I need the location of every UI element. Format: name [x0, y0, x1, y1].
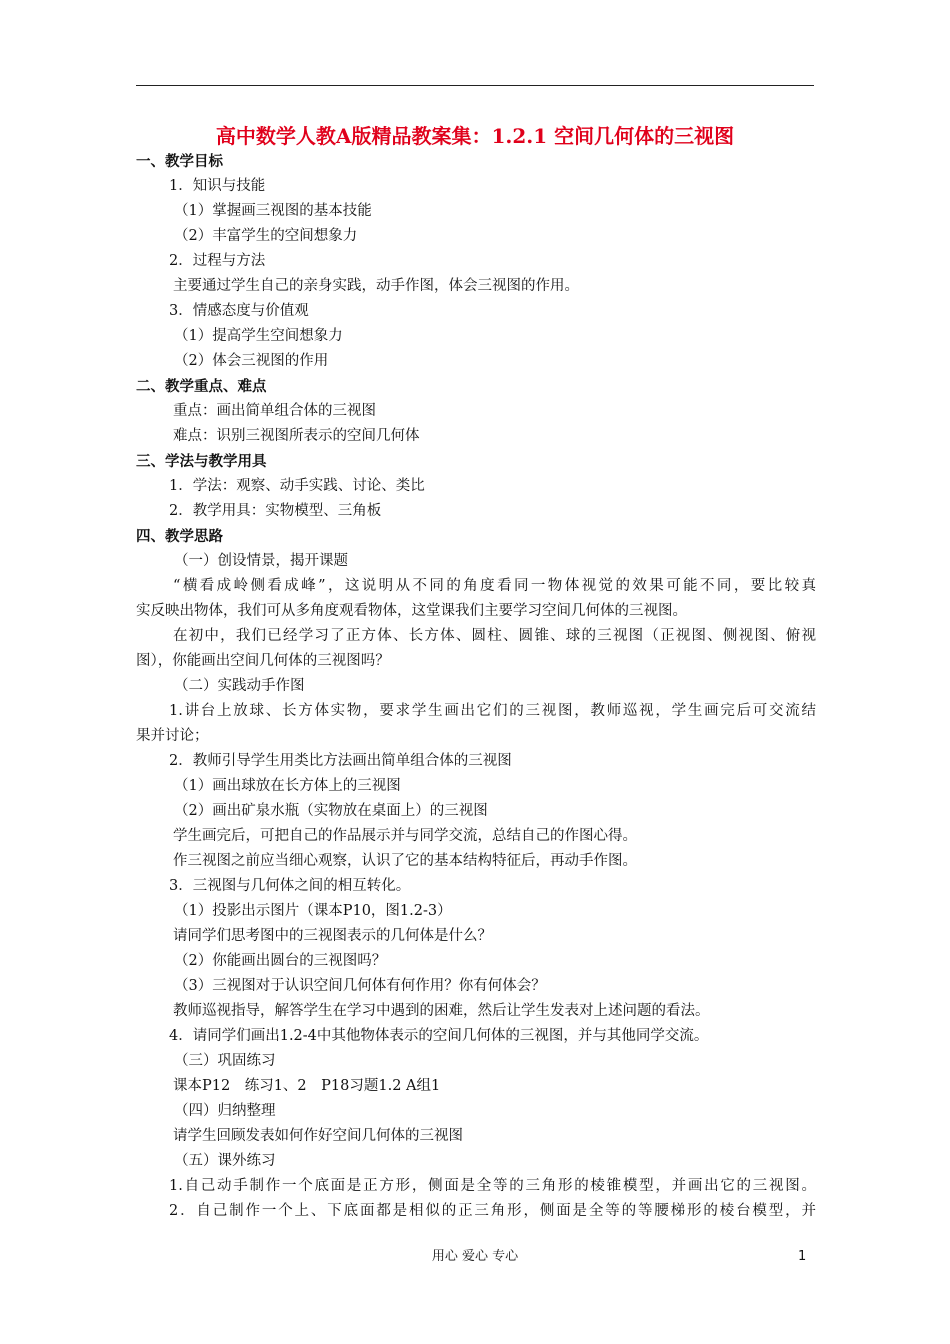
- text-line: 学生画完后，可把自己的作品展示并与同学交流，总结自己的作图心得。: [173, 828, 637, 844]
- header-rule: [136, 85, 814, 86]
- text-line: （1）提高学生空间想象力: [174, 328, 343, 344]
- text-line: （1）投影出示图片（课本P10，图1.2-3）: [174, 903, 452, 919]
- text-line: 3．三视图与几何体之间的相互转化。: [169, 878, 411, 894]
- text-line: 2．教学用具：实物模型、三角板: [169, 503, 382, 519]
- text-line: 果并讨论；: [136, 728, 209, 744]
- text-line: 2．过程与方法: [169, 253, 266, 269]
- text-line: 在初中，我们已经学习了正方体、长方体、圆柱、圆锥、球的三视图（正视图、侧视图、俯视: [173, 628, 816, 644]
- text-line: 3．情感态度与价值观: [169, 303, 309, 319]
- text-line: 1．知识与技能: [169, 178, 266, 194]
- text-line: 课本P12 练习1、2 P18习题1.2 A组1: [173, 1078, 441, 1094]
- text-line: 请学生回顾发表如何作好空间几何体的三视图: [173, 1128, 463, 1144]
- text-line: （3）三视图对于认识空间几何体有何作用？你有何体会？: [174, 978, 546, 994]
- text-line: 实反映出物体，我们可从多角度观看物体，这堂课我们主要学习空间几何体的三视图。: [136, 603, 687, 619]
- text-line: 4．请同学们画出1.2-4中其他物体表示的空间几何体的三视图，并与其他同学交流。: [169, 1028, 709, 1044]
- text-line: （四）归纳整理: [174, 1103, 276, 1119]
- document-body: [136, 149, 816, 1224]
- text-line: （二）实践动手作图: [174, 678, 305, 694]
- text-line: （1）掌握画三视图的基本技能: [174, 203, 372, 219]
- footer-text: 用心 爱心 专心: [431, 1249, 519, 1264]
- text-line: 教师巡视指导，解答学生在学习中遇到的困难，然后让学生发表对上述问题的看法。: [173, 1003, 710, 1019]
- text-line: 1.讲台上放球、长方体实物，要求学生画出它们的三视图，教师巡视，学生画完后可交流结: [169, 703, 816, 719]
- text-line: （三）巩固练习: [174, 1053, 276, 1069]
- section-heading: 一、教学目标: [136, 153, 223, 170]
- page-number: 1: [798, 1249, 807, 1264]
- section-heading: 三、学法与教学用具: [136, 453, 267, 470]
- text-line: （一）创设情景，揭开课题: [174, 553, 348, 569]
- text-line: （1）画出球放在长方体上的三视图: [174, 778, 401, 794]
- text-line: 1．学法：观察、动手实践、讨论、类比: [169, 478, 425, 494]
- text-line: 作三视图之前应当细心观察，认识了它的基本结构特征后，再动手作图。: [173, 853, 637, 869]
- text-line: （五）课外练习: [174, 1153, 276, 1169]
- text-line: （2）丰富学生的空间想象力: [174, 228, 358, 244]
- text-line: 1.自己动手制作一个底面是正方形，侧面是全等的三角形的棱锥模型，并画出它的三视图。: [169, 1178, 816, 1194]
- document-title: 高中数学人教A版精品教案集：1.2.1 空间几何体的三视图: [215, 124, 735, 148]
- section-heading: 四、教学思路: [136, 528, 223, 545]
- text-line: （2）体会三视图的作用: [174, 353, 329, 369]
- text-line: （2）你能画出圆台的三视图吗？: [174, 953, 387, 969]
- text-line: 图），你能画出空间几何体的三视图吗？: [136, 653, 390, 669]
- text-line: 请同学们思考图中的三视图表示的几何体是什么？: [173, 928, 492, 944]
- section-heading: 二、教学重点、难点: [136, 378, 267, 395]
- text-line: （2）画出矿泉水瓶（实物放在桌面上）的三视图: [174, 803, 488, 819]
- text-line: 难点：识别三视图所表示的空间几何体: [173, 428, 420, 444]
- text-line: 2．教师引导学生用类比方法画出简单组合体的三视图: [169, 753, 512, 769]
- text-line: “横看成岭侧看成峰”，这说明从不同的角度看同一物体视觉的效果可能不同，要比较真: [173, 578, 816, 594]
- text-line: 重点：画出简单组合体的三视图: [173, 403, 376, 419]
- text-line: 2．自己制作一个上、下底面都是相似的正三角形，侧面是全等的等腰梯形的棱台模型，并: [169, 1203, 816, 1219]
- text-line: 主要通过学生自己的亲身实践，动手作图，体会三视图的作用。: [173, 278, 579, 294]
